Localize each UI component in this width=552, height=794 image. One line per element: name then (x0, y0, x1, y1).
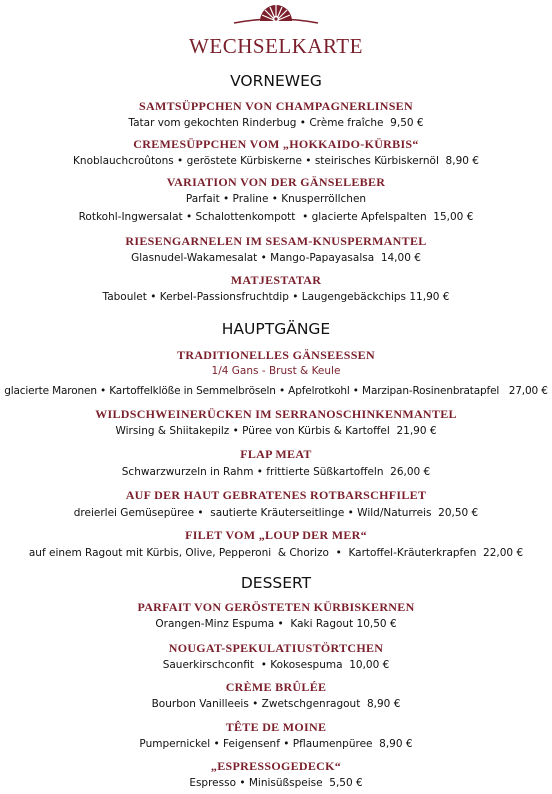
dish-description: Glasnudel-Wakamesalat • Mango-Papayasalsa 14,00 € (131, 252, 421, 264)
dish-description: auf einem Ragout mit Kürbis, Olive, Pepperoni & Chorizo • Kartoffel-Kräuterkrapfen 22,00 € (28, 547, 524, 559)
dish-description: Orangen-Minz Espuma • Kaki Ragout 10,50 € (155, 618, 397, 630)
dish-name: CRÈME BRÛLÉE (225, 680, 327, 694)
dish-description: Schwarzwurzeln in Rahm • frittierte Süßkartoffeln 26,00 € (121, 466, 431, 478)
dish-name: TÊTE DE MOINE (225, 720, 327, 734)
dish-name: RIESENGARNELEN IM SESAM-KNUSPERMANTEL (125, 234, 427, 248)
dish-subtitle: 1/4 Gans - Brust & Keule (211, 365, 341, 377)
dish-description: Pumpernickel • Feigensenf • Pflaumenpüree 8,90 € (139, 738, 413, 750)
dish-name: VARIATION VON DER GÄNSELEBER (166, 175, 386, 189)
dish-name: NOUGAT-SPEKULATIUSTÖRTCHEN (168, 641, 384, 655)
dish-name: „ESPRESSOGEDECK“ (210, 759, 342, 773)
section-title-vorneweg: VORNEWEG (230, 72, 322, 90)
dish-description: glacierte Maronen • Kartoffelklöße in Semmelbröseln • Apfelrotkohl • Marzipan-Rosinenbratapfel 27,00 € (4, 385, 548, 397)
dish-name: WILDSCHWEINERÜCKEN IM SERRANOSCHINKENMANTEL (95, 407, 457, 421)
dish-name: PARFAIT VON GERÖSTETEN KÜRBISKERNEN (137, 600, 415, 614)
dish-name: SAMTSÜPPCHEN VON CHAMPAGNERLINSEN (139, 99, 413, 113)
dish-name: FILET VOM „LOUP DER MER“ (185, 528, 367, 542)
section-title-hauptgaenge: HAUPTGÄNGE (221, 320, 331, 338)
menu-title: WECHSELKARTE (189, 34, 363, 58)
dish-description: Bourbon Vanilleeis • Zwetschgenragout 8,90 € (151, 698, 401, 710)
dish-name: AUF DER HAUT GEBRATENES ROTBARSCHFILET (125, 488, 427, 502)
dish-description: Rotkohl-Ingwersalat • Schalottenkompott • glacierte Apfelspalten 15,00 € (78, 211, 474, 223)
dish-description: Wirsing & Shiitakepilz • Püree von Kürbis & Kartoffel 21,90 € (115, 425, 437, 437)
dish-description: Espresso • Minisüßspeise 5,50 € (189, 777, 363, 789)
dish-name: FLAP MEAT (240, 447, 312, 461)
dish-name: CREMESÜPPCHEN VOM „HOKKAIDO-KÜRBIS“ (133, 137, 419, 151)
dish-description: Taboulet • Kerbel-Passionsfruchtdip • Laugengebäckchips 11,90 € (102, 291, 450, 303)
dish-description: Knoblauchcroûtons • geröstete Kürbiskerne • steirisches Kürbiskernöl 8,90 € (73, 155, 479, 167)
section-title-dessert: DESSERT (240, 574, 312, 592)
dish-name: TRADITIONELLES GÄNSEESSEN (177, 348, 375, 362)
dish-description: Sauerkirschconfit • Kokosespuma 10,00 € (162, 659, 390, 671)
dish-description: dreierlei Gemüsepüree • sautierte Kräuterseitlinge • Wild/Naturreis 20,50 € (73, 507, 479, 519)
dish-description: Parfait • Praline • Knusperröllchen (185, 193, 367, 205)
sunburst-fan-icon (226, 0, 326, 30)
dish-description: Tatar vom gekochten Rinderbug • Crème fraîche 9,50 € (128, 117, 424, 129)
dish-name: MATJESTATAR (230, 273, 322, 287)
